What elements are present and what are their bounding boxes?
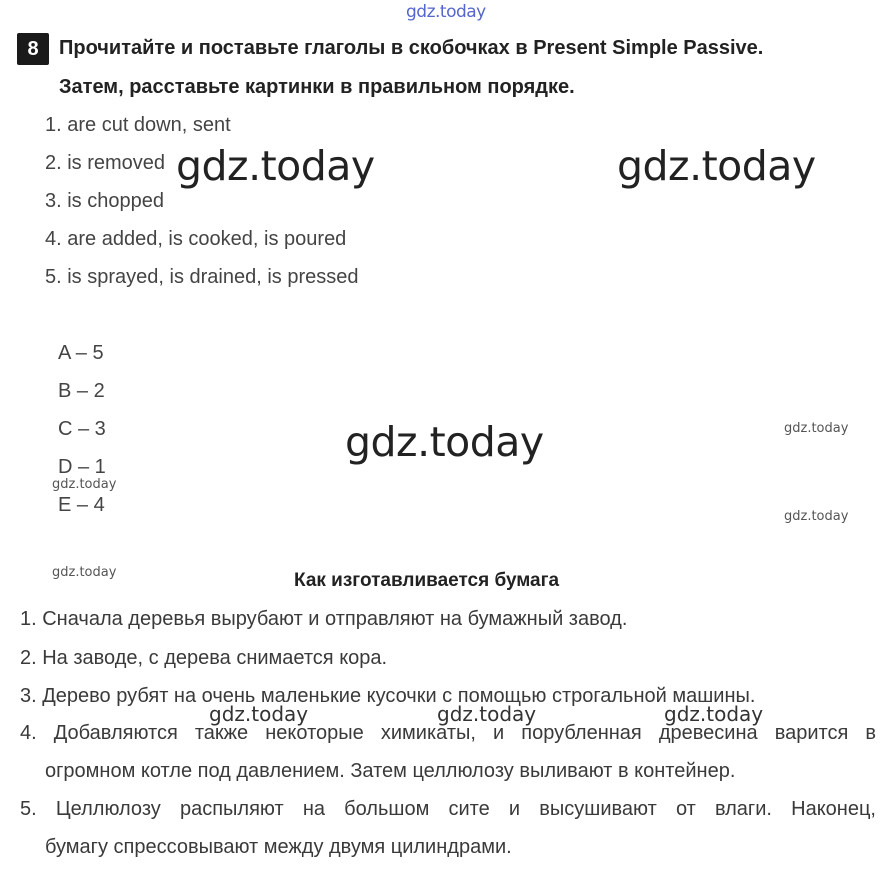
answer-item-1: 1. are cut down, sent	[45, 114, 231, 136]
task-number-badge: 8	[17, 33, 49, 65]
translation-item-5-continued: бумагу спрессовывают между двумя цилиндрами.	[45, 836, 512, 858]
watermark-medium-2: gdz.today	[437, 702, 537, 726]
watermark-small-2: gdz.today	[52, 477, 117, 492]
task-instruction-line-2: Затем, расставьте картинки в правильном порядке.	[59, 76, 575, 98]
watermark-medium-3: gdz.today	[664, 702, 764, 726]
answer-item-3: 3. is chopped	[45, 190, 164, 212]
picture-order-c: C – 3	[58, 418, 106, 440]
task-instruction-line-1: Прочитайте и поставьте глаголы в скобочках в Present Simple Passive.	[59, 37, 764, 59]
answer-item-5: 5. is sprayed, is drained, is pressed	[45, 266, 359, 288]
watermark-top: gdz.today	[406, 2, 486, 22]
watermark-medium-1: gdz.today	[209, 702, 309, 726]
picture-order-d: D – 1	[58, 456, 106, 478]
picture-order-a: A – 5	[58, 342, 104, 364]
translation-item-3: 3. Дерево рубят на очень маленькие кусочки с помощью строгальной машины.	[20, 685, 756, 707]
watermark-small-4: gdz.today	[52, 565, 117, 580]
picture-order-b: B – 2	[58, 380, 105, 402]
translation-item-2: 2. На заводе, с дерева снимается кора.	[20, 647, 388, 669]
translation-item-1: 1. Сначала деревья вырубают и отправляют на бумажный завод.	[20, 608, 628, 630]
answer-item-2: 2. is removed	[45, 152, 166, 174]
answer-item-4: 4. are added, is cooked, is poured	[45, 228, 347, 250]
watermark-small-3: gdz.today	[784, 509, 849, 524]
watermark-large-2: gdz.today	[617, 142, 816, 190]
watermark-small-1: gdz.today	[784, 421, 849, 436]
watermark-large-3: gdz.today	[345, 418, 544, 466]
translation-item-4: 4. Добавляются также некоторые химикаты, и порубленная древесина варится в	[20, 722, 876, 744]
translation-title: Как изготавливается бумага	[294, 570, 560, 591]
picture-order-e: E – 4	[58, 494, 105, 516]
watermark-large-1: gdz.today	[176, 142, 375, 190]
translation-item-5: 5. Целлюлозу распыляют на большом сите и высушивают от влаги. Наконец,	[20, 798, 876, 820]
translation-item-4-continued: огромном котле под давлением. Затем целлюлозу выливают в контейнер.	[45, 760, 736, 782]
